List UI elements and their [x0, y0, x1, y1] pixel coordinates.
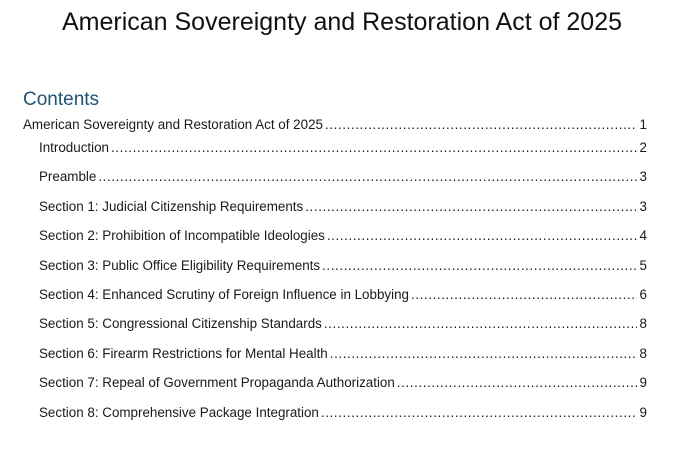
toc-entry-label: Section 2: Prohibition of Incompatible Ideologies — [39, 228, 325, 244]
toc-entry-page: 5 — [639, 257, 647, 273]
toc-entry-label: Section 4: Enhanced Scrutiny of Foreign Influence in Lobbying — [39, 286, 409, 302]
toc-dot-leader — [98, 169, 637, 184]
toc-entry-section-5[interactable] — [23, 316, 647, 345]
toc-entry-page: 8 — [639, 345, 647, 361]
toc-entry-page: 8 — [639, 316, 647, 332]
toc-entry-label: Section 5: Congressional Citizenship Standards — [39, 316, 322, 332]
toc-entry-page: 4 — [639, 228, 647, 244]
toc-entry-section-2[interactable] — [23, 228, 647, 257]
toc-dot-leader — [330, 346, 637, 361]
document-title: American Sovereignty and Restoration Act of 2025 — [61, 8, 623, 36]
toc-dot-leader — [325, 117, 637, 132]
toc-entry-label: Section 8: Comprehensive Package Integration — [39, 404, 319, 420]
toc-entry-label: American Sovereignty and Restoration Act of 2025 — [23, 117, 323, 132]
toc-entry-section-8[interactable] — [23, 405, 647, 434]
toc-dot-leader — [327, 228, 637, 243]
toc-entry-section-3[interactable] — [23, 258, 647, 287]
toc-entry-page: 9 — [639, 404, 647, 420]
toc-entry-label: Section 1: Judicial Citizenship Requirements — [39, 198, 304, 214]
toc-entry-page: 3 — [639, 169, 647, 185]
toc-dot-leader — [397, 375, 637, 390]
toc-dot-leader — [411, 287, 637, 302]
toc-entry-label: Section 6: Firearm Restrictions for Mental Health — [39, 345, 328, 361]
toc-entry-page: 2 — [639, 140, 647, 155]
toc-entry-introduction[interactable] — [23, 140, 647, 169]
toc-entry-page: 6 — [639, 286, 647, 302]
toc-entry-label: Section 3: Public Office Eligibility Requirements — [39, 257, 321, 273]
toc-dot-leader — [324, 316, 637, 331]
toc-entry-section-1[interactable] — [23, 199, 647, 228]
toc-entry-label: Introduction — [39, 140, 109, 155]
toc-entry-preamble[interactable] — [23, 169, 647, 198]
toc-dot-leader — [305, 199, 637, 214]
toc-entry-section-4[interactable] — [23, 287, 647, 316]
toc-dot-leader — [322, 258, 637, 273]
toc-entry-section-6[interactable] — [23, 346, 647, 375]
toc-entry-act[interactable] — [23, 117, 647, 140]
toc-entry-label: Preamble — [39, 169, 97, 185]
toc-entry-label: Section 7: Repeal of Government Propaganda Authorization — [39, 375, 395, 391]
toc-heading: Contents — [23, 89, 100, 110]
toc-dot-leader — [321, 405, 637, 420]
toc-entry-section-7[interactable] — [23, 375, 647, 404]
table-of-contents — [23, 117, 647, 434]
toc-entry-page: 3 — [639, 198, 647, 214]
toc-dot-leader — [111, 140, 637, 155]
toc-entry-page: 9 — [639, 375, 647, 391]
toc-entry-page: 1 — [639, 117, 647, 132]
